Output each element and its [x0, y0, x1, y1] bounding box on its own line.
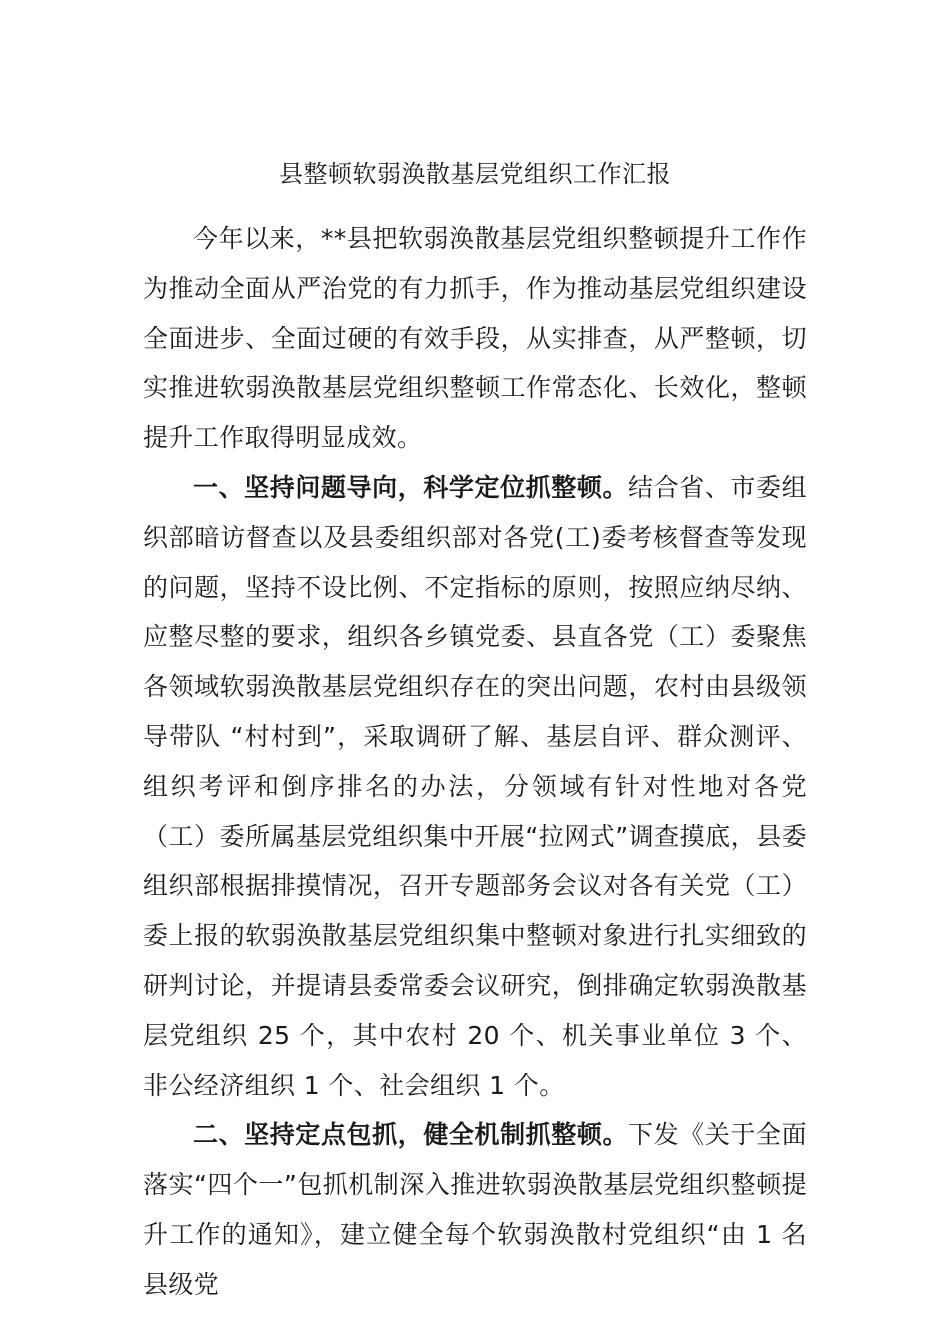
document-body — [143, 214, 807, 1310]
document-title: 县整顿软弱涣散基层党组织工作汇报 — [279, 160, 671, 188]
section-1-text: 结合省、市委组织部暗访督查以及县委组织部对各党(工)委考核督查等发现的问题，坚持不设比例、不定指标的原则，按照应纳尽纳、应整尽整的要求，组织各乡镇党委、县直各党（工）委聚焦各领域软弱涣散基层党组织存在的突出问题，农村由县级领导带队 “村村到”，采取调研了解、基层自评、群众测评、组织考评和倒序排名的办法，分领域有针对性地对各党（工）委所属基层党组织集中开展“拉网式”调查摸底，县委组织部根据排摸情况，召开专题部务会议对各有关党（工）委上报的软弱涣散基层党组织集中整顿对象进行扎实细致的研判讨论，并提请县委常委会议研究，倒排确定软弱涣散基层党组织 25 个，其中农村 20 个、机关事业单位 3 个、非公经济组织 1 个、社会组织 1 个。 — [143, 472, 807, 1100]
paragraph-intro-text: 今年以来，**县把软弱涣散基层党组织整顿提升工作作为推动全面从严治党的有力抓手，作为推动基层党组织建设全面进步、全面过硬的有效手段，从实排查，从严整顿，切实推进软弱涣散基层党组织整顿工作常态化、长效化，整顿提升工作取得明显成效。 — [143, 224, 807, 453]
paragraph-section-2 — [143, 1110, 807, 1309]
section-2-heading: 二、坚持定点包抓，健全机制抓整顿。 — [193, 1120, 629, 1150]
section-1-heading: 一、坚持问题导向，科学定位抓整顿。 — [193, 472, 629, 502]
paragraph-intro — [143, 214, 807, 463]
section-2-text: 下发《关于全面落实“四个一”包抓机制深入推进软弱涣散基层党组织整顿提升工作的通知》，建立健全每个软弱涣散村党组织“由 1 名县级党 — [143, 1120, 807, 1299]
paragraph-section-1 — [143, 463, 807, 1110]
